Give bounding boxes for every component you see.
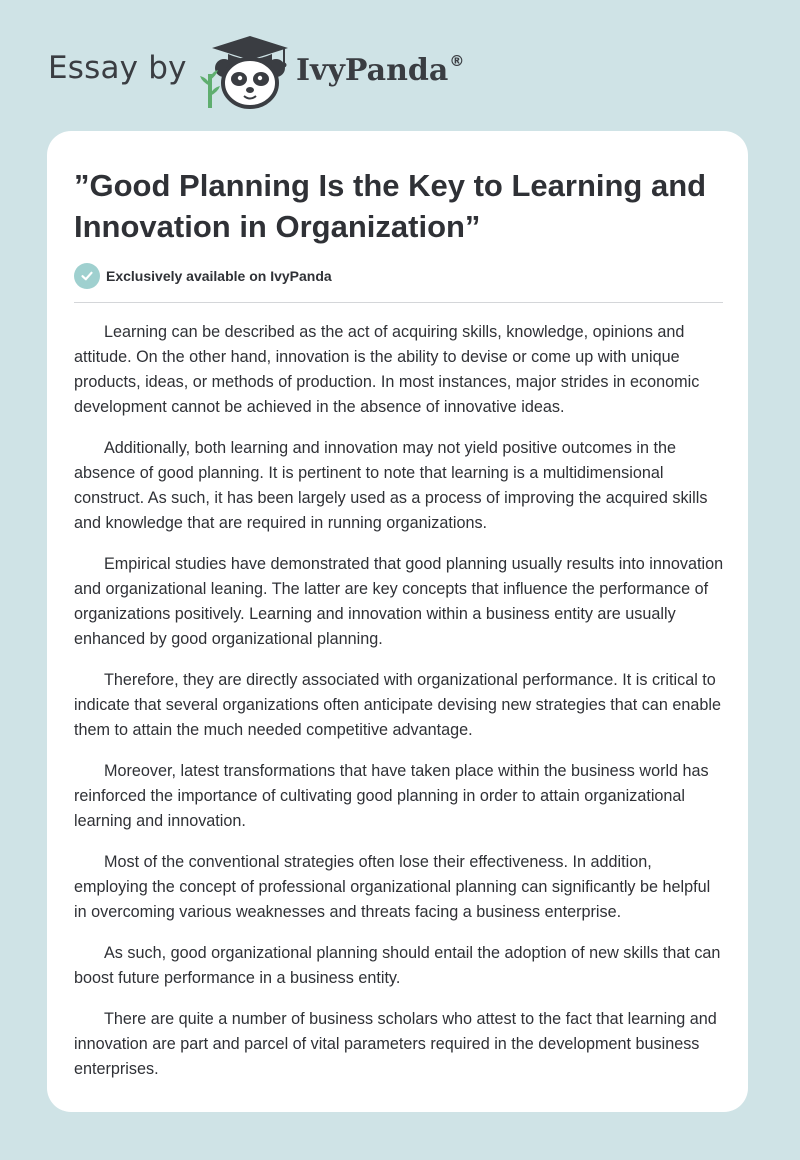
check-circle-icon xyxy=(74,263,100,289)
essay-title: ”Good Planning Is the Key to Learning and Innovation in Organization” xyxy=(74,168,707,244)
essay-by-label: Essay by xyxy=(48,50,187,86)
panda-graduate-logo-icon[interactable] xyxy=(200,34,294,110)
paragraph: As such, good organizational planning should entail the adoption of new skills that can boost future performance in a business entity. xyxy=(74,944,721,987)
registered-mark: ® xyxy=(449,52,465,70)
paragraph: Moreover, latest transformations that have taken place within the business world has reinforced the importance of cultivating good planning in order to attain organizational learning and innovation. xyxy=(74,762,709,830)
paragraph: Therefore, they are directly associated with organizational performance. It is critical to indicate that several organizations often anticipate devising new strategies that can enable them to attain the much needed competitive advantage. xyxy=(74,671,722,739)
brand-name[interactable] xyxy=(296,52,464,88)
brand-name-text: IvyPanda xyxy=(296,53,449,88)
paragraph: There are quite a number of business scholars who attest to the fact that learning and innovation are part and parcel of vital parameters required in the development business enterprises. xyxy=(74,1010,717,1078)
exclusive-badge-label: Exclusively available on IvyPanda xyxy=(106,268,332,284)
paragraph: Learning can be described as the act of acquiring skills, knowledge, opinions and attitude. On the other hand, innovation is the ability to devise or come up with unique products, ideas, or methods of production. In most instances, major strides in economic development cannot be achieved in the absence of innovative ideas. xyxy=(74,323,700,416)
paragraph: Most of the conventional strategies often lose their effectiveness. In addition, employing the concept of professional organizational planning can significantly be helpful in overcoming various weaknesses and threats facing a business enterprise. xyxy=(74,853,711,921)
site-header xyxy=(48,34,548,114)
essay-card xyxy=(47,131,748,1112)
divider xyxy=(74,302,723,303)
exclusive-badge xyxy=(74,263,332,289)
paragraph: Additionally, both learning and innovation may not yield positive outcomes in the absence of good planning. It is pertinent to note that learning is a multidimensional construct. As such, it has been largely used as a process of improving the acquired skills and knowledge that are required in running organizations. xyxy=(74,439,708,532)
paragraph: Empirical studies have demonstrated that good planning usually results into innovation and organizational leaning. The latter are key concepts that influence the performance of organizations positively. Learning and innovation within a business entity are usually enhanced by good organizational planning. xyxy=(74,555,724,648)
essay-body xyxy=(74,320,724,1098)
